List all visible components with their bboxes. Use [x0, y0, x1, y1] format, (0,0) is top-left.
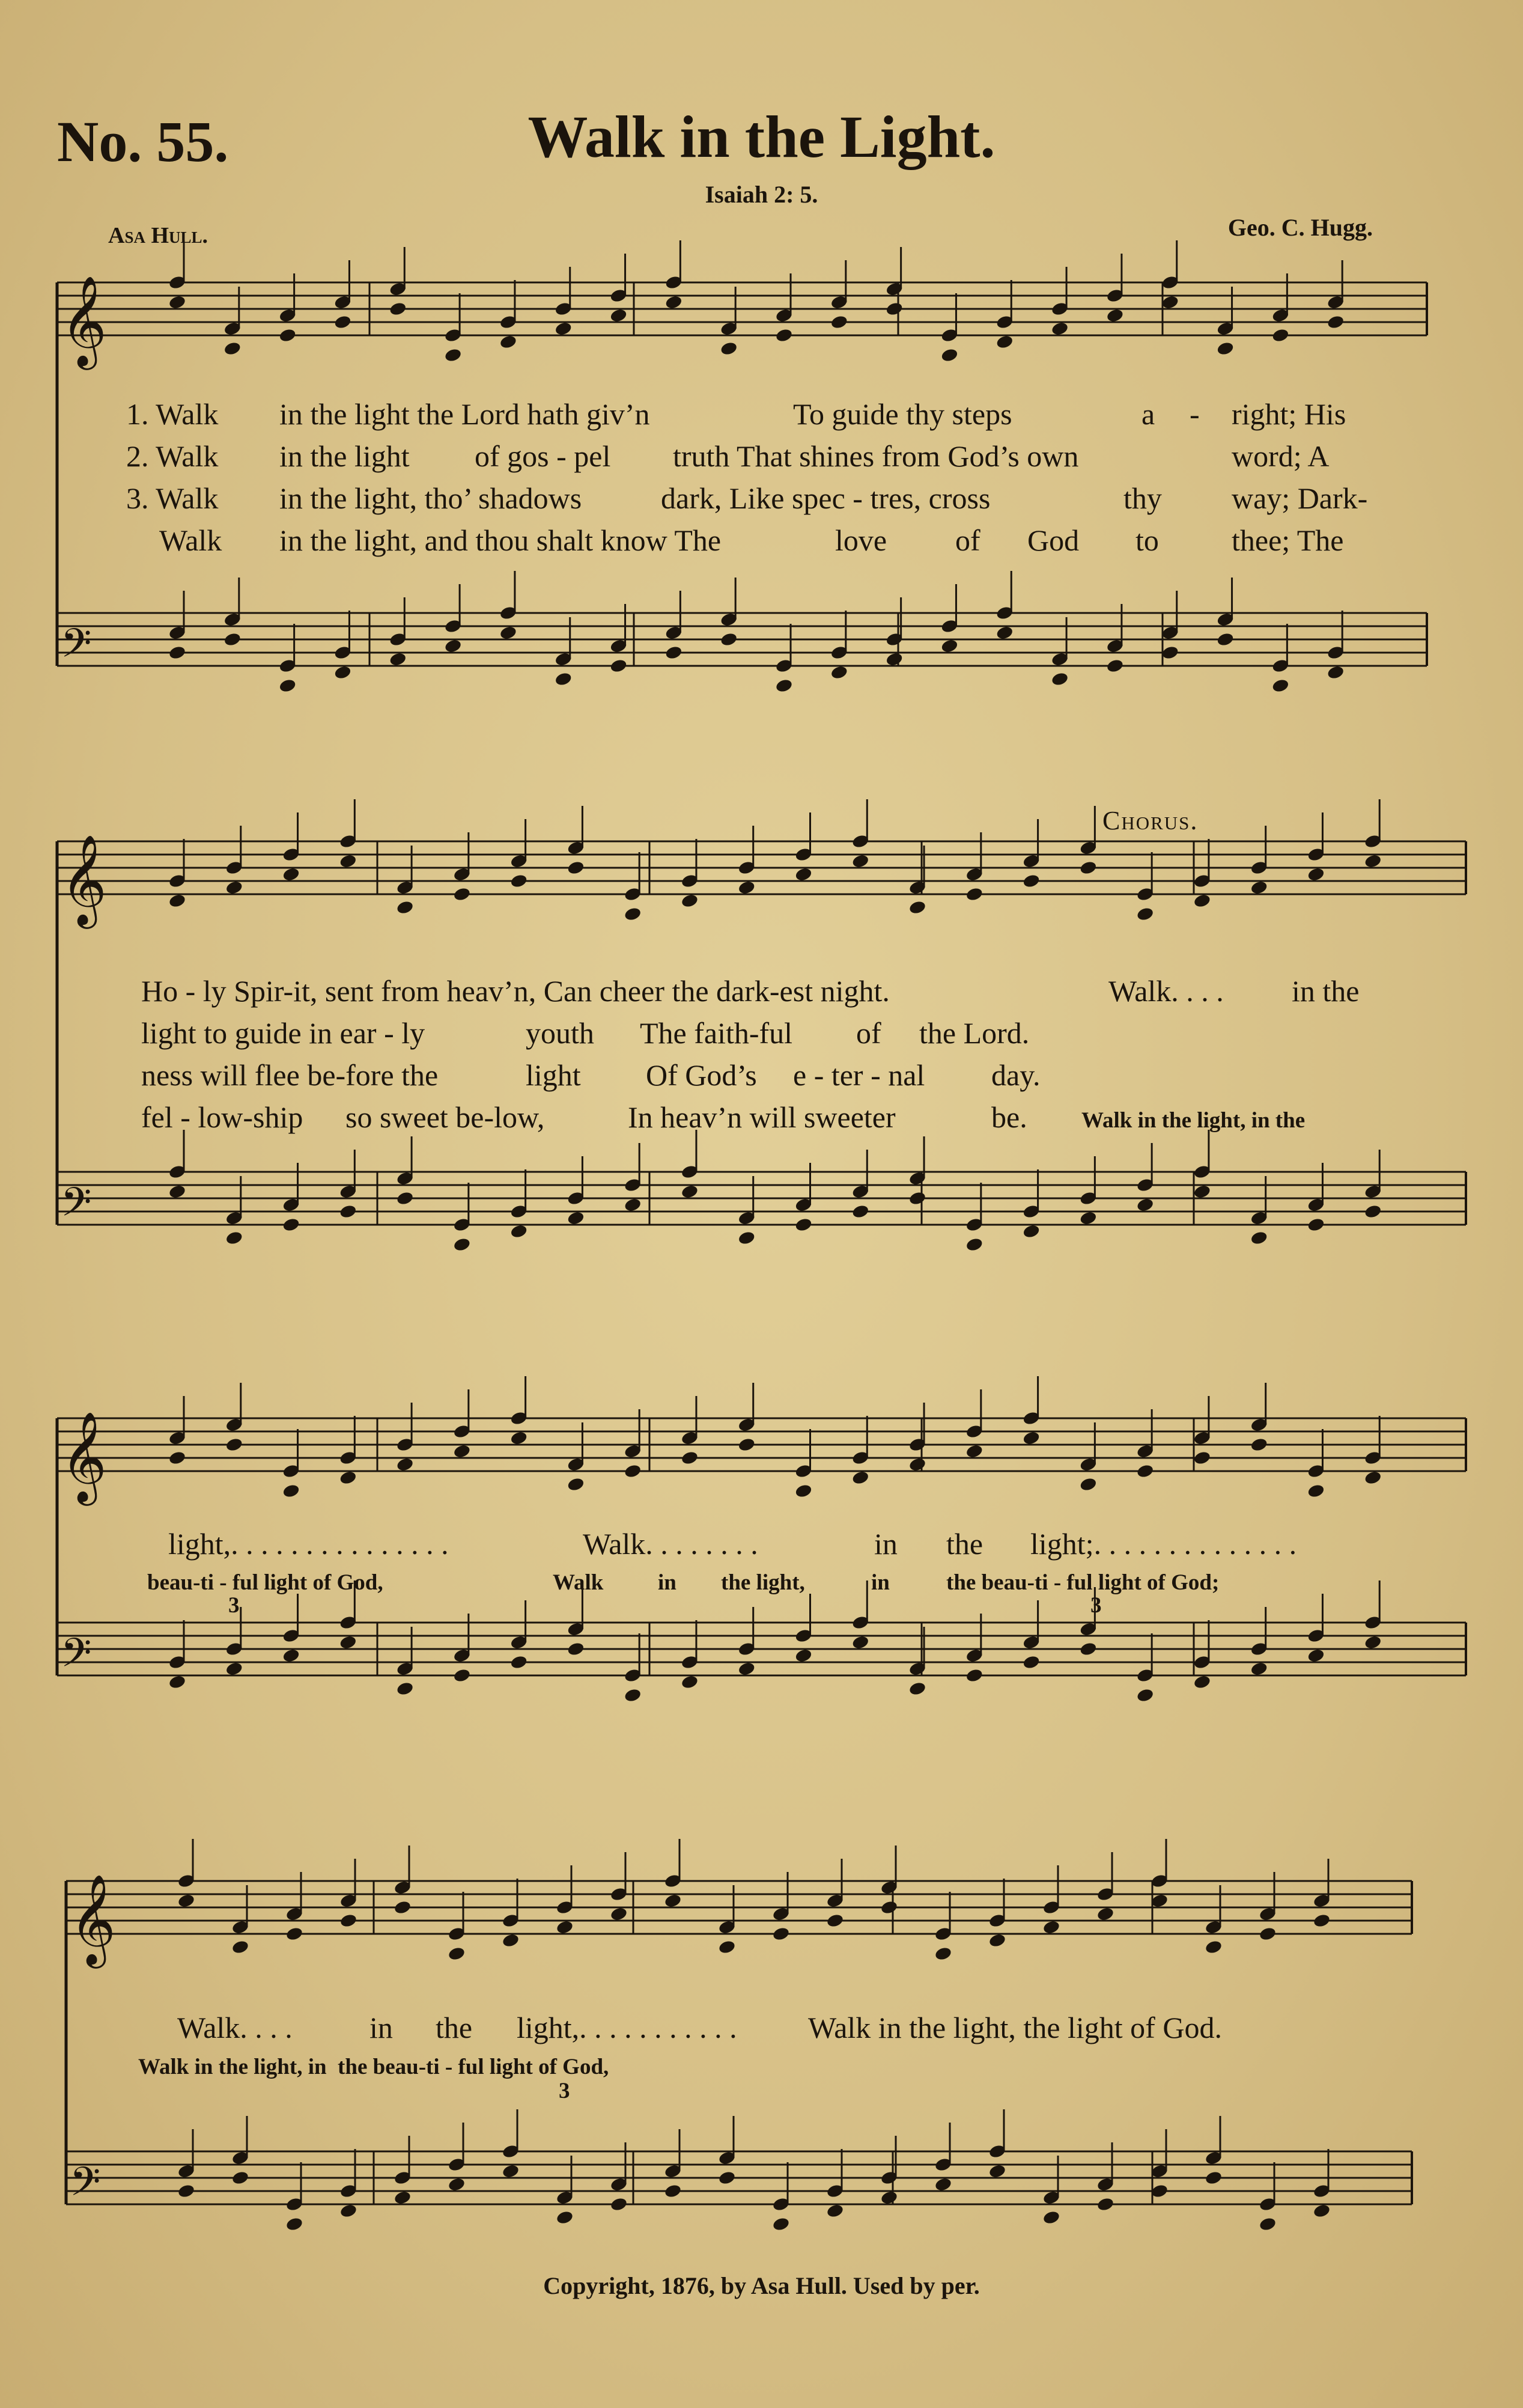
verse-1-word: 1. Walk — [126, 397, 219, 431]
verse-1-word: Ho - ly Spir-it, sent from heav’n, Can cheer the dark-est night. — [141, 974, 890, 1008]
verse-4-word: of — [955, 523, 980, 557]
verse-3-word: light — [526, 1058, 581, 1092]
svg-text:𝄢: 𝄢 — [61, 620, 92, 676]
verse-2-word: youth — [526, 1016, 594, 1050]
staff-lines — [57, 275, 1466, 2214]
verse-4-word: God — [1027, 523, 1080, 557]
bass-words: in — [658, 1570, 676, 1595]
verse-1-word: right; His — [1232, 397, 1346, 431]
verse-1-word: Walk. . . . — [1108, 974, 1224, 1008]
bass-words: Walk in the light, in the beau-ti - ful light of God, — [138, 2055, 609, 2079]
bass-words: Walk in the light, in the — [1081, 1108, 1306, 1133]
triplet-mark: 3 — [228, 1593, 240, 1618]
bass-words: the beau-ti - ful light of God; — [946, 1570, 1220, 1595]
author-credit: Geo. C. Hugg. — [1227, 214, 1373, 241]
verse-4-word: to — [1135, 523, 1159, 557]
svg-text:𝄞: 𝄞 — [61, 275, 107, 366]
hymn-number: No. 55. — [57, 109, 229, 174]
verse-3-word: day. — [991, 1058, 1041, 1092]
verse-3-word: e - ter - nal — [793, 1058, 925, 1092]
verse-4-word: be. — [991, 1100, 1027, 1134]
lyric-word: the — [946, 1527, 983, 1561]
chorus-label: Chorus. — [1102, 806, 1199, 835]
verse-4-word: thee; The — [1232, 523, 1344, 557]
verse-2-word: word; A — [1232, 439, 1330, 473]
svg-text:𝄞: 𝄞 — [70, 1873, 116, 1965]
verse-2-word: in the light — [279, 439, 410, 473]
lyric-word: light,. . . . . . . . . . . . . . . — [168, 1527, 449, 1561]
verse-3-word: way; Dark- — [1232, 481, 1368, 515]
verse-1-word: in the light the Lord hath giv’n — [279, 397, 650, 431]
svg-text:𝄢: 𝄢 — [61, 1179, 92, 1235]
verse-4-word: love — [835, 523, 887, 557]
verse-2-word: of gos - pel — [475, 439, 611, 473]
verse-2-word: of — [856, 1016, 881, 1050]
bass-words: in — [871, 1570, 890, 1595]
verse-3-word: 3. Walk — [126, 481, 219, 515]
lyric-word: in — [369, 2011, 393, 2044]
svg-text:𝄞: 𝄞 — [61, 1410, 107, 1502]
verse-1-word: in the — [1292, 974, 1360, 1008]
triplet-mark: 3 — [559, 2079, 570, 2103]
verse-3-word: Of God’s — [646, 1058, 757, 1092]
svg-text:𝄢: 𝄢 — [61, 1630, 92, 1686]
lyric-word: in — [874, 1527, 898, 1561]
verse-4-word: fel - low-ship — [141, 1100, 303, 1134]
verse-3-word: in the light, tho’ shadows — [279, 481, 582, 515]
verse-2-word: light to guide in ear - ly — [141, 1016, 425, 1050]
svg-text:𝄢: 𝄢 — [70, 2159, 101, 2214]
verse-4-word: Walk — [159, 523, 222, 557]
verse-2-word: 2. Walk — [126, 439, 219, 473]
composer-credit: Asa Hull. — [108, 223, 208, 248]
verse-4-word: in the light, and thou shalt know The — [279, 523, 722, 557]
verse-3-word: ness will flee be-fore the — [141, 1058, 439, 1092]
verse-4-word: In heav’n will sweeter — [628, 1100, 896, 1134]
verse-2-word: the Lord. — [919, 1016, 1030, 1050]
scripture-reference: Isaiah 2: 5. — [705, 181, 818, 208]
triplet-mark: 3 — [1090, 1593, 1102, 1618]
lyric-word: Walk. . . . . . . . — [583, 1527, 758, 1561]
lyric-word: light;. . . . . . . . . . . . . . — [1030, 1527, 1297, 1561]
verse-1-word: - — [1190, 397, 1200, 431]
verse-3-word: dark, Like spec - tres, cross — [661, 481, 991, 515]
lyric-word: Walk in the light, the light of God. — [808, 2011, 1222, 2044]
verse-1-word: a — [1141, 397, 1155, 431]
hymn-title: Walk in the Light. — [527, 103, 996, 170]
lyric-word: light,. . . . . . . . . . . — [517, 2011, 737, 2044]
bass-words: Walk — [553, 1570, 604, 1595]
verse-1-word: To guide thy steps — [793, 397, 1012, 431]
copyright-notice: Copyright, 1876, by Asa Hull. Used by per. — [543, 2272, 980, 2299]
verse-2-word: truth That shines from God’s own — [673, 439, 1079, 473]
verse-3-word: thy — [1123, 481, 1162, 515]
bass-words: beau-ti - ful light of God, — [147, 1570, 383, 1595]
verse-2-word: The faith-ful — [640, 1016, 793, 1050]
svg-text:𝄞: 𝄞 — [61, 834, 107, 925]
bass-words: the light, — [721, 1570, 805, 1595]
lyric-word: Walk. . . . — [177, 2011, 293, 2044]
verse-4-word: so sweet be-low, — [345, 1100, 545, 1134]
lyric-word: the — [436, 2011, 473, 2044]
